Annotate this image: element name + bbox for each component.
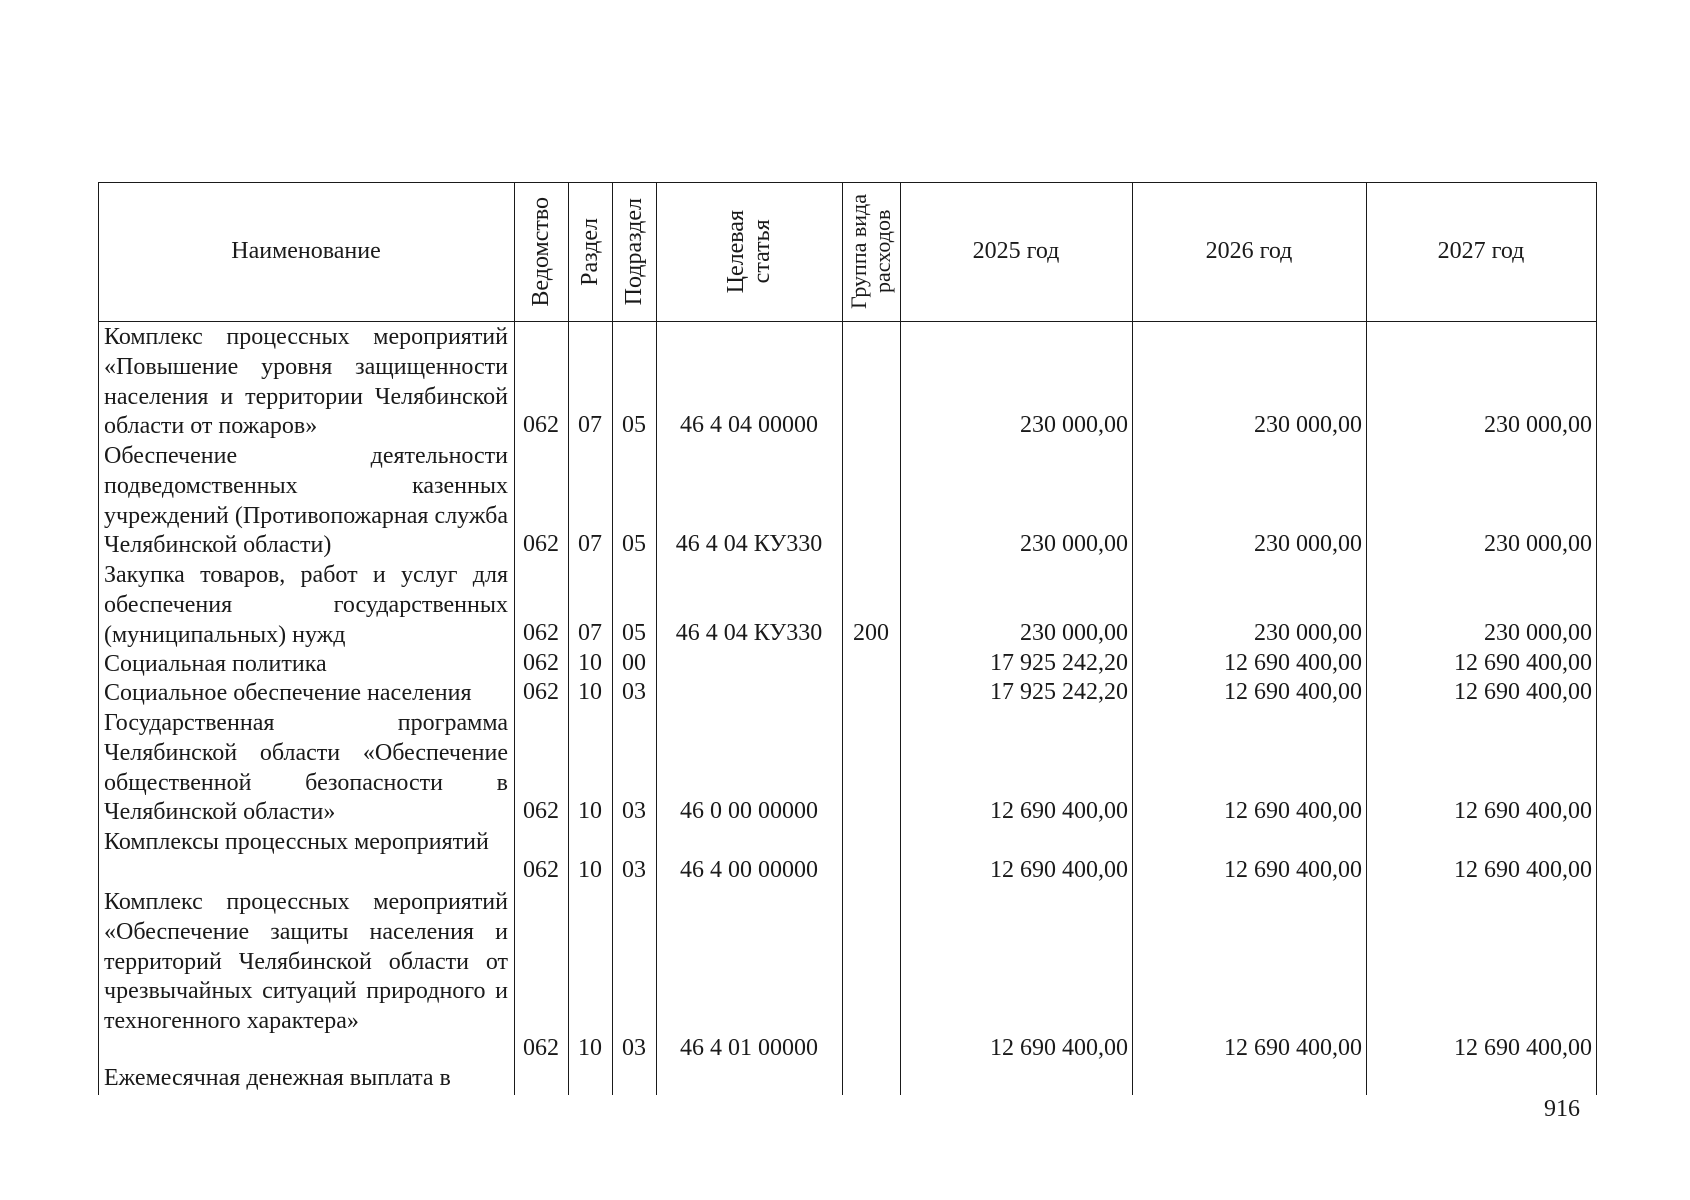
cell-target: 46 4 01 00000 [680,1035,818,1061]
cell-subsection: 05 [622,412,646,438]
cell-section: 07 [578,531,602,557]
cell-group: 200 [853,620,889,646]
cell-section: 07 [578,620,602,646]
cell-dept: 062 [523,620,559,646]
table-row-name: Социальное обеспечение населения [104,680,472,706]
page-number: 916 [1544,1096,1580,1122]
cell-2026: 12 690 400,00 [1224,679,1362,705]
cell-2027: 12 690 400,00 [1454,1035,1592,1061]
col-border [1596,182,1597,1095]
header-2027-text: 2027 год [1437,238,1525,264]
header-expense-group [842,182,900,321]
cell-dept: 062 [523,412,559,438]
cell-2025: 12 690 400,00 [990,857,1128,883]
cell-2025: 17 925 242,20 [990,650,1128,676]
cell-2027: 230 000,00 [1484,412,1592,438]
cell-2027: 230 000,00 [1484,531,1592,557]
header-subsection-text: Подраздел [621,197,647,306]
cell-subsection: 00 [622,650,646,676]
table-row-name: Комплекс процессных мероприятий «Повышение уровня защищенности населения и территории Челябинской области от пожаров» [104,324,508,440]
budget-table [98,182,1596,1095]
cell-section: 07 [578,412,602,438]
table-row-name: Обеспечение деятельности подведомственных казенных учреждений (Противопожарная служба Челябинской области) [104,443,508,559]
cell-2026: 230 000,00 [1254,412,1362,438]
cell-dept: 062 [523,857,559,883]
cell-2026: 12 690 400,00 [1224,857,1362,883]
cell-subsection: 05 [622,620,646,646]
header-2025 [900,182,1132,321]
cell-section: 10 [578,798,602,824]
header-expense-group-text [847,194,895,309]
cell-target: 46 4 00 00000 [680,857,818,883]
cell-2025: 17 925 242,20 [990,679,1128,705]
cell-target: 46 0 00 00000 [680,798,818,824]
cell-target: 46 4 04 КУ330 [675,620,823,646]
header-target-article-text [723,210,775,293]
header-department-text: Ведомство [528,196,554,307]
cell-2027: 12 690 400,00 [1454,679,1592,705]
cell-target: 46 4 04 КУ330 [675,531,823,557]
table-row-name: Комплексы процессных мероприятий [104,829,489,855]
cell-dept: 062 [523,1035,559,1061]
header-2027 [1366,182,1596,321]
table-row-name: Социальная политика [104,651,327,677]
cell-2026: 230 000,00 [1254,620,1362,646]
cell-section: 10 [578,650,602,676]
cell-2026: 12 690 400,00 [1224,1035,1362,1061]
cell-dept: 062 [523,531,559,557]
cell-dept: 062 [523,650,559,676]
cell-section: 10 [578,857,602,883]
cell-2027: 12 690 400,00 [1454,650,1592,676]
header-subsection [612,182,656,321]
cell-dept: 062 [523,679,559,705]
header-bottom-border [98,321,1596,322]
cell-2025: 12 690 400,00 [990,1035,1128,1061]
table-row-name: Закупка товаров, работ и услуг для обеспечения государственных (муниципальных) нужд [104,562,508,648]
header-target-article [656,182,842,321]
cell-2026: 12 690 400,00 [1224,650,1362,676]
cell-subsection: 05 [622,531,646,557]
header-target-line2: статья [749,219,775,284]
table-row-name: Комплекс процессных мероприятий «Обеспечение защиты населения и территорий Челябинской области от чрезвычайных ситуаций природного и техногенного характера» [104,889,508,1035]
header-name [98,182,514,321]
cell-subsection: 03 [622,798,646,824]
cell-subsection: 03 [622,1035,646,1061]
cell-2027: 12 690 400,00 [1454,798,1592,824]
header-2026-text: 2026 год [1205,238,1293,264]
cell-2027: 230 000,00 [1484,620,1592,646]
cell-section: 10 [578,1035,602,1061]
header-2026 [1132,182,1366,321]
header-section-text: Раздел [577,217,603,286]
table-row-name: Государственная программа Челябинской области «Обеспечение общественной безопасности в Челябинской области» [104,710,508,826]
table-row-name: Ежемесячная денежная выплата в [104,1065,451,1091]
cell-target: 46 4 04 00000 [680,412,818,438]
header-group-line2: расходов [870,209,895,294]
header-target-line1: Целевая [723,209,749,294]
cell-2025: 12 690 400,00 [990,798,1128,824]
header-department [514,182,568,321]
cell-2026: 230 000,00 [1254,531,1362,557]
header-name-text: Наименование [231,238,381,264]
cell-subsection: 03 [622,857,646,883]
header-2025-text: 2025 год [972,238,1060,264]
cell-subsection: 03 [622,679,646,705]
cell-2027: 12 690 400,00 [1454,857,1592,883]
header-section [568,182,612,321]
header-group-line1: Группа вида [846,194,871,309]
cell-2026: 12 690 400,00 [1224,798,1362,824]
cell-2025: 230 000,00 [1020,412,1128,438]
cell-2025: 230 000,00 [1020,531,1128,557]
cell-dept: 062 [523,798,559,824]
cell-section: 10 [578,679,602,705]
cell-2025: 230 000,00 [1020,620,1128,646]
